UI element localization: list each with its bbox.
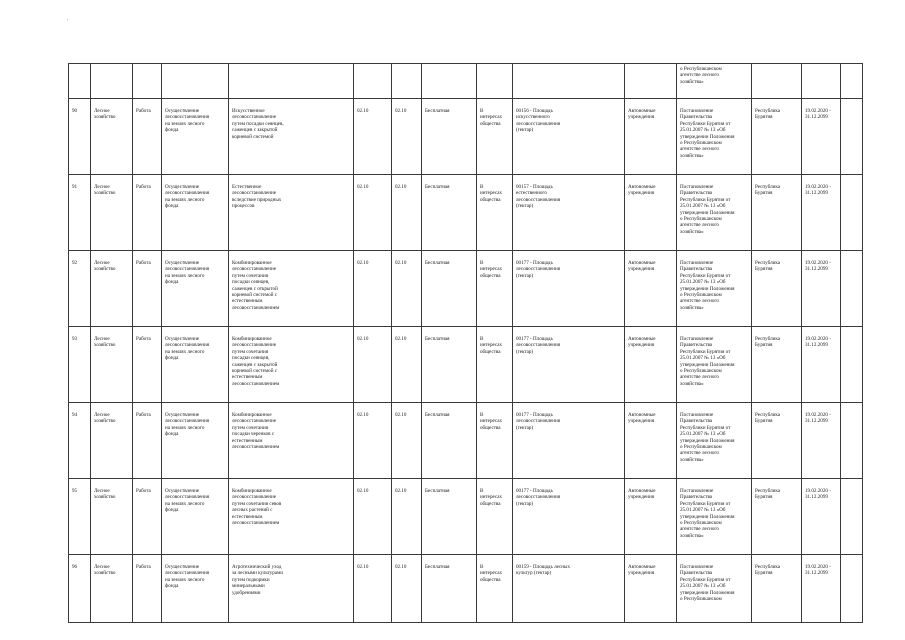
kind-cell: Работа: [133, 99, 162, 175]
service-name-cell: Осуществление лесовосстановления на землях лесного фонда: [162, 327, 229, 403]
period-cell: 19.02.2020 - 31.12.2099: [802, 403, 841, 479]
table-row: [69, 479, 863, 555]
branch-cell: Лесное хозяйство: [91, 99, 133, 175]
consumer-cell: В интересах общества: [477, 251, 513, 327]
okved-cell: 02.10: [354, 251, 392, 327]
measure-cell: 00177 - Площадь лесовосстановления (гектар): [513, 479, 625, 555]
owner-cell: Республика Бурятия: [752, 99, 802, 175]
payment-cell: Бесплатная: [422, 99, 477, 175]
payment-cell: Бесплатная: [422, 175, 477, 251]
table-row: [69, 327, 863, 403]
normative-act-cell: о Республиканском агентстве лесного хозяйства»: [677, 64, 752, 99]
consumer-cell: В интересах общества: [477, 403, 513, 479]
okpd-cell: 02.10: [392, 403, 422, 479]
content-cell: Комбинированное лесовосстановление путем сочетания посадки сеянцев, саженцев с открытой корневой системой с естественным лесовосстановлением: [229, 251, 354, 327]
table-row: [69, 99, 863, 175]
payment-cell: Бесплатная: [422, 403, 477, 479]
table-cell: [625, 64, 677, 99]
okved-cell: 02.10: [354, 403, 392, 479]
okved-cell: 02.10: [354, 479, 392, 555]
okved-cell: 02.10: [354, 99, 392, 175]
measure-cell: 00177 - Площадь лесовосстановления (гектар): [513, 327, 625, 403]
branch-cell: Лесное хозяйство: [91, 555, 133, 623]
consumer-cell: В интересах общества: [477, 327, 513, 403]
institution-type-cell: Автономные учреждения: [625, 251, 677, 327]
row-number-cell: 94: [69, 403, 91, 479]
payment-cell: Бесплатная: [422, 251, 477, 327]
branch-cell: Лесное хозяйство: [91, 403, 133, 479]
registry-table: [68, 63, 863, 623]
table-cell: [69, 64, 91, 99]
content-cell: Комбинированное лесовосстановление путем сочетания севов лесных растений с естественным лесовосстановлением: [229, 479, 354, 555]
table-cell: [513, 64, 625, 99]
table-cell: [133, 64, 162, 99]
table-cell: [841, 175, 863, 251]
normative-act-cell: Постановление Правительства Республики Бурятия от 25.01.2007 № 13 «Об утверждении Положения о Республиканском агентстве лесного хозяйства»: [677, 479, 752, 555]
period-cell: 19.02.2020 - 31.12.2099: [802, 251, 841, 327]
kind-cell: Работа: [133, 403, 162, 479]
owner-cell: Республика Бурятия: [752, 175, 802, 251]
continuation-row: [69, 64, 863, 99]
kind-cell: Работа: [133, 479, 162, 555]
payment-cell: Бесплатная: [422, 479, 477, 555]
institution-type-cell: Автономные учреждения: [625, 403, 677, 479]
table-cell: [752, 64, 802, 99]
service-name-cell: Осуществление лесовосстановления на землях лесного фонда: [162, 479, 229, 555]
owner-cell: Республика Бурятия: [752, 479, 802, 555]
table-row: [69, 175, 863, 251]
row-number-cell: 91: [69, 175, 91, 251]
row-number-cell: 92: [69, 251, 91, 327]
payment-cell: Бесплатная: [422, 327, 477, 403]
service-name-cell: Осуществление лесовосстановления на землях лесного фонда: [162, 403, 229, 479]
row-number-cell: 93: [69, 327, 91, 403]
page-mark: ': [67, 19, 69, 25]
okved-cell: 02.10: [354, 327, 392, 403]
branch-cell: Лесное хозяйство: [91, 327, 133, 403]
service-name-cell: Осуществление лесовосстановления на землях лесного фонда: [162, 251, 229, 327]
institution-type-cell: Автономные учреждения: [625, 175, 677, 251]
period-cell: 19.02.2020 - 31.12.2099: [802, 327, 841, 403]
row-number-cell: 96: [69, 555, 91, 623]
table-cell: [841, 251, 863, 327]
table-cell: [229, 64, 354, 99]
kind-cell: Работа: [133, 327, 162, 403]
okved-cell: 02.10: [354, 555, 392, 623]
content-cell: Естественное лесовосстановление вследствие природных процессов: [229, 175, 354, 251]
consumer-cell: В интересах общества: [477, 555, 513, 623]
service-name-cell: Осуществление лесовосстановления на землях лесного фонда: [162, 555, 229, 623]
normative-act-cell: Постановление Правительства Республики Бурятия от 25.01.2007 № 13 «Об утверждении Положения о Республиканском агентстве лесного хозяйства»: [677, 251, 752, 327]
okpd-cell: 02.10: [392, 327, 422, 403]
table-row: [69, 403, 863, 479]
institution-type-cell: Автономные учреждения: [625, 99, 677, 175]
okpd-cell: 02.10: [392, 175, 422, 251]
table-cell: [841, 64, 863, 99]
normative-act-cell: Постановление Правительства Республики Бурятия от 25.01.2007 № 13 «Об утверждении Положения о Республиканском агентстве лесного хозяйства»: [677, 175, 752, 251]
table-cell: [91, 64, 133, 99]
okpd-cell: 02.10: [392, 479, 422, 555]
institution-type-cell: Автономные учреждения: [625, 555, 677, 623]
table-cell: [422, 64, 477, 99]
branch-cell: Лесное хозяйство: [91, 251, 133, 327]
owner-cell: Республика Бурятия: [752, 403, 802, 479]
normative-act-cell: Постановление Правительства Республики Бурятия от 25.01.2007 № 13 «Об утверждении Положения о Республиканском агентстве лесного хозяйства»: [677, 99, 752, 175]
institution-type-cell: Автономные учреждения: [625, 327, 677, 403]
table-cell: [354, 64, 392, 99]
owner-cell: Республика Бурятия: [752, 251, 802, 327]
measure-cell: 00177 - Площадь лесовосстановления (гектар): [513, 403, 625, 479]
measure-cell: 00177 - Площадь лесовосстановления (гектар): [513, 251, 625, 327]
okpd-cell: 02.10: [392, 555, 422, 623]
measure-cell: 00156 - Площадь искусственного лесовосстановления (гектар): [513, 99, 625, 175]
row-number-cell: 90: [69, 99, 91, 175]
payment-cell: Бесплатная: [422, 555, 477, 623]
row-number-cell: 95: [69, 479, 91, 555]
branch-cell: Лесное хозяйство: [91, 175, 133, 251]
kind-cell: Работа: [133, 175, 162, 251]
table-cell: [162, 64, 229, 99]
table-cell: [477, 64, 513, 99]
table-cell: [841, 479, 863, 555]
table-row: [69, 555, 863, 623]
content-cell: Искусственное лесовосстановление путем посадки сеянцев, саженцев с закрытой корневой системой: [229, 99, 354, 175]
okved-cell: 02.10: [354, 175, 392, 251]
okpd-cell: 02.10: [392, 251, 422, 327]
period-cell: 19.02.2020 - 31.12.2099: [802, 175, 841, 251]
normative-act-cell: Постановление Правительства Республики Бурятия от 25.01.2007 № 13 «Об утверждении Положения о Республиканском агентстве лесного хозяйства»: [677, 403, 752, 479]
normative-act-cell: Постановление Правительства Республики Бурятия от 25.01.2007 № 13 «Об утверждении Положения о Республиканском агентстве лесного хозяйства»: [677, 327, 752, 403]
period-cell: 19.02.2020 - 31.12.2099: [802, 555, 841, 623]
owner-cell: Республика Бурятия: [752, 327, 802, 403]
branch-cell: Лесное хозяйство: [91, 479, 133, 555]
service-name-cell: Осуществление лесовосстановления на землях лесного фонда: [162, 99, 229, 175]
content-cell: Комбинированное лесовосстановление путем сочетания посадки черенков с естественным лесовосстановлением: [229, 403, 354, 479]
content-cell: Агротехнический уход за лесными культурами путем подкормки минеральными удобрениями: [229, 555, 354, 623]
table-cell: [841, 555, 863, 623]
normative-act-cell: Постановление Правительства Республики Бурятия от 25.01.2007 № 13 «Об утверждении Положения о Республиканском: [677, 555, 752, 623]
institution-type-cell: Автономные учреждения: [625, 479, 677, 555]
consumer-cell: В интересах общества: [477, 99, 513, 175]
table-cell: [802, 64, 841, 99]
kind-cell: Работа: [133, 555, 162, 623]
measure-cell: 00157 - Площадь естественного лесовосстановления (гектар): [513, 175, 625, 251]
table-row: [69, 251, 863, 327]
consumer-cell: В интересах общества: [477, 479, 513, 555]
kind-cell: Работа: [133, 251, 162, 327]
content-cell: Комбинированное лесовосстановление путем сочетания посадки сеянцев, саженцев с закрытой корневой системой с естественным лесовосстановлением: [229, 327, 354, 403]
period-cell: 19.02.2020 - 31.12.2099: [802, 99, 841, 175]
okpd-cell: 02.10: [392, 99, 422, 175]
owner-cell: Республика Бурятия: [752, 555, 802, 623]
service-name-cell: Осуществление лесовосстановления на землях лесного фонда: [162, 175, 229, 251]
consumer-cell: В интересах общества: [477, 175, 513, 251]
table-cell: [841, 403, 863, 479]
table-cell: [841, 99, 863, 175]
measure-cell: 00159 - Площадь лесных культур (гектар): [513, 555, 625, 623]
period-cell: 19.02.2020 - 31.12.2099: [802, 479, 841, 555]
table-cell: [392, 64, 422, 99]
table-cell: [841, 327, 863, 403]
